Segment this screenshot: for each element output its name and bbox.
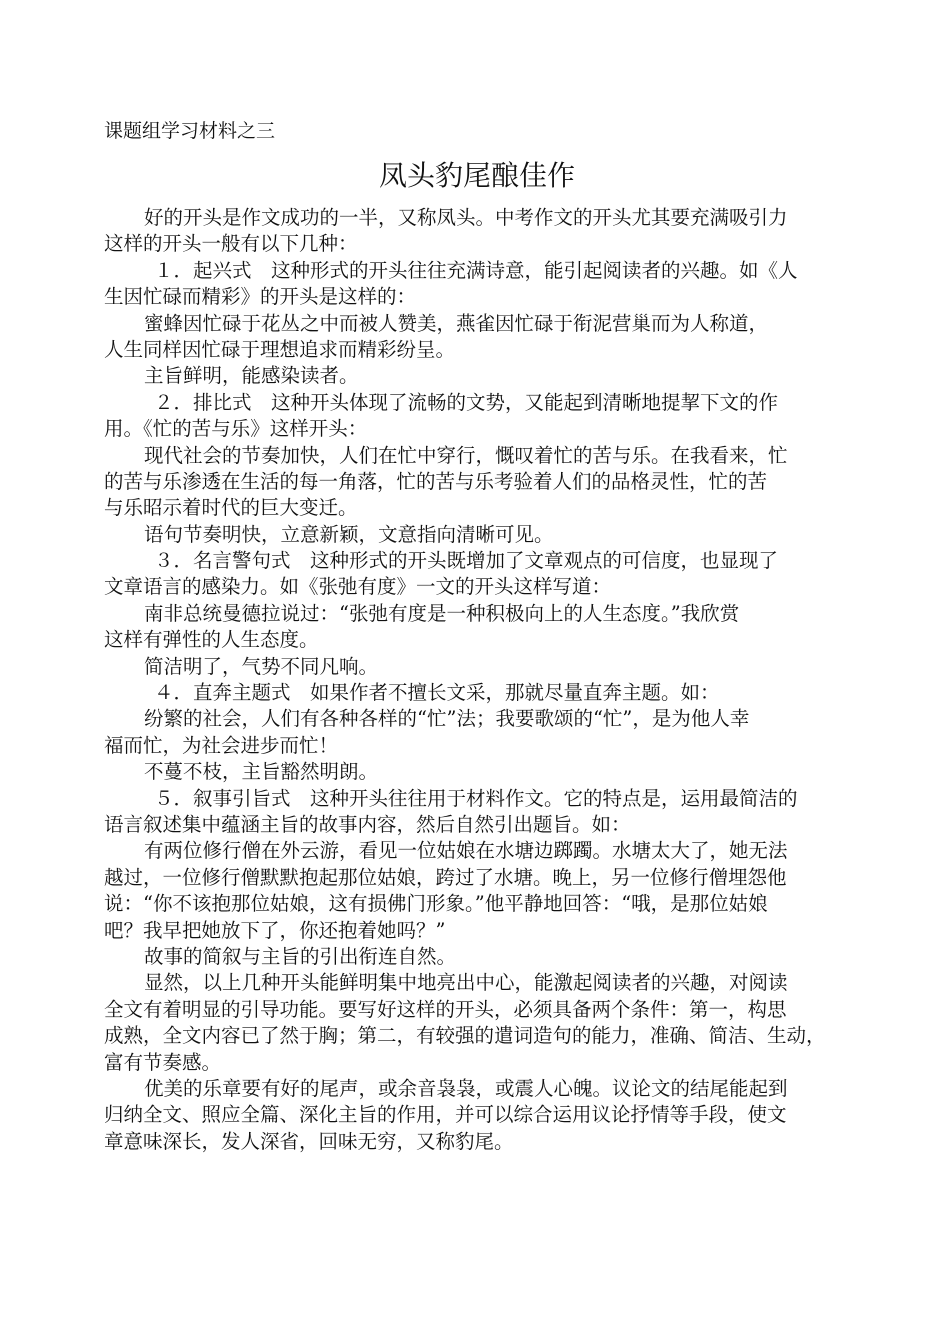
text-line: 有两位修行僧在外云游，看见一位姑娘在水塘边踯躅。水塘太大了，她无法: [144, 839, 788, 863]
text-line: 全文有着明显的引导功能。要写好这样的开头，必须具备两个条件：第一，构思: [104, 997, 787, 1021]
text-line: 章意味深长，发人深省，回味无穷，又称豹尾。: [104, 1129, 514, 1153]
text-line: 故事的简叙与主旨的引出衔连自然。: [144, 944, 457, 968]
text-line: 说：“你不该抱那位姑娘，这有损佛门形象。”他平静地回答：“哦，是那位姑娘: [104, 892, 768, 916]
text-line: ５．叙事引旨式 这种开头往往用于材料作文。它的特点是，运用最简洁的: [154, 786, 798, 810]
text-line: 这样的开头一般有以下几种：: [104, 232, 358, 256]
text-line: 语言叙述集中蕴涵主旨的故事内容，然后自然引出题旨。如：: [104, 812, 631, 836]
text-line: 显然，以上几种开头能鲜明集中地亮出中心，能激起阅读者的兴趣，对阅读: [144, 971, 788, 995]
text-line: 优美的乐章要有好的尾声，或余音袅袅，或震人心魄。议论文的结尾能起到: [144, 1076, 788, 1100]
text-line: 成熟，全文内容已了然于胸；第二，有较强的遣词造句的能力，准确、简洁、生动，: [104, 1024, 826, 1048]
text-line: 用。《忙的苦与乐》这样开头：: [104, 417, 368, 441]
text-line: ３．名言警句式 这种形式的开头既增加了文章观点的可信度，也显现了: [154, 549, 779, 573]
text-line: ２．排比式 这种开头体现了流畅的文势，又能起到清晰地提挈下文的作: [154, 390, 779, 414]
text-line: ４．直奔主题式 如果作者不擅长文采，那就尽量直奔主题。如：: [154, 681, 720, 705]
text-line: 归纳全文、照应全篇、深化主旨的作用，并可以综合运用议论抒情等手段，使文: [104, 1103, 787, 1127]
text-line: 南非总统曼德拉说过：“张弛有度是一种积极向上的人生态度。”我欣赏: [144, 601, 740, 625]
text-line: 的苦与乐渗透在生活的每一角落，忙的苦与乐考验着人们的品格灵性，忙的苦: [104, 469, 768, 493]
text-line: 这样有弹性的人生态度。: [104, 628, 319, 652]
text-line: 人生同样因忙碌于理想追求而精彩纷呈。: [104, 337, 456, 361]
text-line: 吧？我早把她放下了，你还抱着她吗？”: [104, 918, 446, 942]
text-line: 语句节奏明快，立意新颖，文意指向清晰可见。: [144, 522, 554, 546]
text-line: 现代社会的节奏加快，人们在忙中穿行，慨叹着忙的苦与乐。在我看来，忙: [144, 443, 788, 467]
document-title: 凤头豹尾酿佳作: [378, 159, 575, 192]
text-line: 越过，一位修行僧默默抱起那位姑娘，跨过了水塘。晚上，另一位修行僧埋怨他: [104, 865, 787, 889]
text-line: 与乐昭示着时代的巨大变迁。: [104, 496, 358, 520]
document-subtitle: 课题组学习材料之三: [104, 120, 276, 142]
text-line: 文章语言的感染力。如《张弛有度》一文的开头这样写道：: [104, 575, 612, 599]
text-line: 纷繁的社会，人们有各种各样的“忙”法；我要歌颂的“忙”，是为他人幸: [144, 707, 750, 731]
text-line: 富有节奏感。: [104, 1050, 222, 1074]
text-line: 蜜蜂因忙碌于花丛之中而被人赞美，燕雀因忙碌于衔泥营巢而为人称道，: [144, 311, 769, 335]
text-line: 简洁明了，气势不同凡响。: [144, 654, 379, 678]
text-line: 福而忙，为社会进步而忙！: [104, 733, 339, 757]
text-line: 生因忙碌而精彩》的开头是这样的：: [104, 285, 417, 309]
text-line: １．起兴式 这种形式的开头往往充满诗意，能引起阅读者的兴趣。如《人: [154, 258, 798, 282]
text-line: 不蔓不枝，主旨豁然明朗。: [144, 760, 379, 784]
text-line: 主旨鲜明，能感染读者。: [144, 364, 359, 388]
text-line: 好的开头是作文成功的一半，又称凤头。中考作文的开头尤其要充满吸引力: [144, 206, 788, 229]
document-body: [104, 205, 864, 1155]
